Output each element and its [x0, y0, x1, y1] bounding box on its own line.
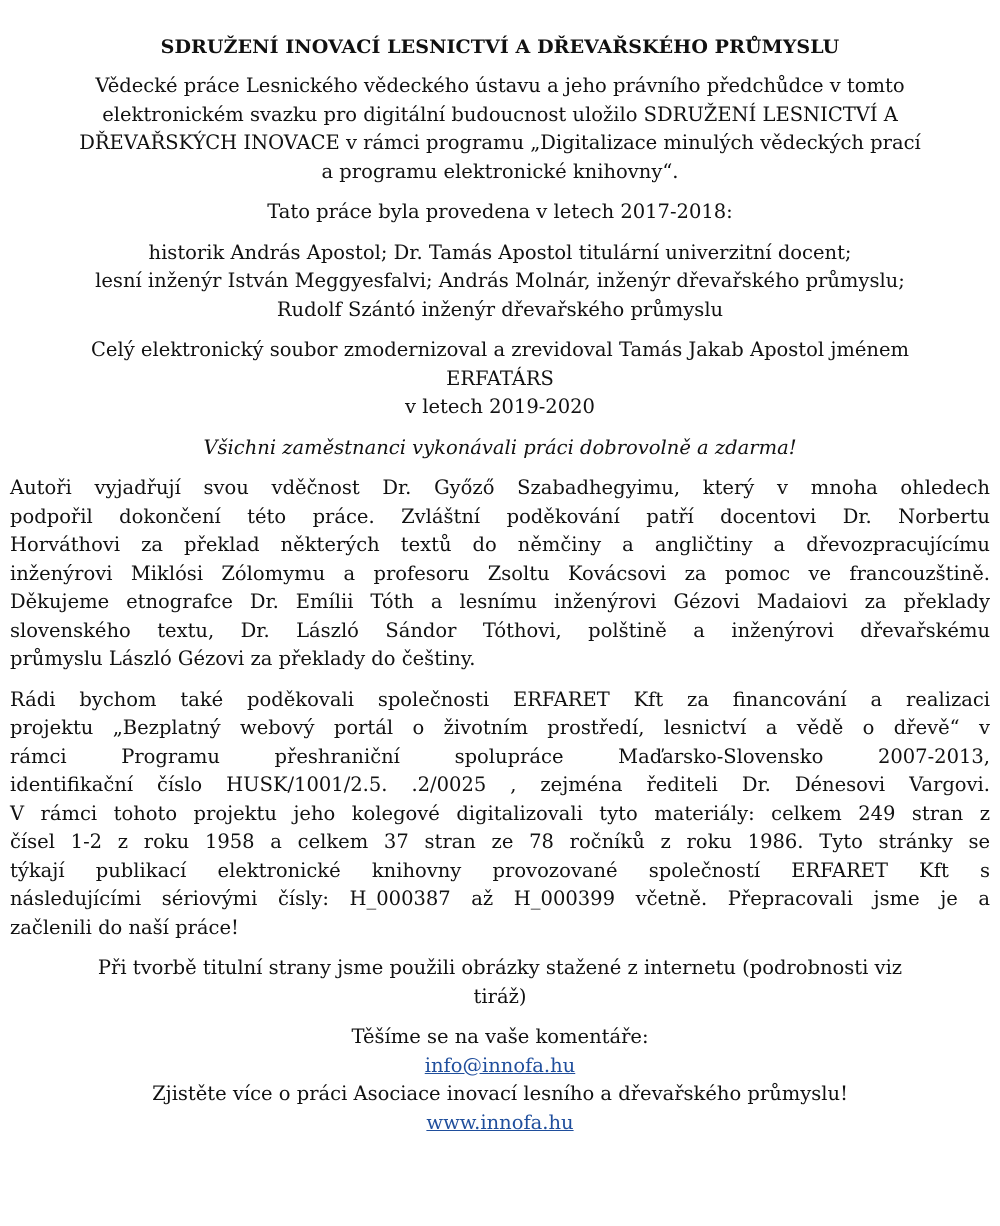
acknowledgement-line: slovenského textu, Dr. László Sándor Tóthovi, polštině a inženýrovi dřevařskému: [10, 618, 990, 642]
email-link[interactable]: info@innofa.hu: [424, 1053, 576, 1077]
intro-line: elektronickém svazku pro digitální budoucnost uložilo SDRUŽENÍ LESNICTVÍ A: [102, 102, 898, 126]
website-link[interactable]: www.innofa.hu: [426, 1110, 574, 1134]
contributors-line: Rudolf Szántó inženýr dřevařského průmyslu: [276, 297, 724, 321]
document-title: SDRUŽENÍ INOVACÍ LESNICTVÍ A DŘEVAŘSKÉHO PRŮMYSLU: [160, 36, 840, 58]
funding-paragraph: [10, 686, 990, 943]
cover-note-paragraph: [10, 954, 990, 1011]
acknowledgement-paragraph: [10, 474, 990, 674]
revision-line: v letech 2019-2020: [405, 395, 595, 418]
acknowledgement-line: Horváthovi za překlad některých textů do němčiny a angličtiny a dřevozpracujícímu: [10, 533, 990, 556]
revision-line: Celý elektronický soubor zmodernizoval a zrevidoval Tamás Jakab Apostol jménem: [91, 338, 909, 361]
more-info-label: Zjistěte více o práci Asociace inovací lesního a dřevařského průmyslu!: [152, 1082, 848, 1105]
period-line: Tato práce byla provedena v letech 2017-2018:: [267, 200, 733, 223]
funding-line: následujícími sériovými čísly: H_000387 až H_000399 včetně. Přepracovali jsme je a: [10, 887, 990, 910]
revision-paragraph: [10, 336, 990, 422]
comments-label: Těšíme se na vaše komentáře:: [351, 1025, 649, 1048]
funding-line: začlenili do naší práce!: [10, 915, 239, 939]
funding-line: čísel 1-2 z roku 1958 a celkem 37 stran ze 78 ročníků z roku 1986. Tyto stránky se: [10, 830, 990, 853]
volunteer-note: Všichni zaměstnanci vykonávali práci dobrovolně a zdarma!: [203, 435, 797, 459]
intro-line: Vědecké práce Lesnického vědeckého ústavu a jeho právního předchůdce v tomto: [95, 74, 905, 97]
intro-line: a programu elektronické knihovny“.: [321, 159, 679, 183]
contributors-line: lesní inženýr István Meggyesfalvi; András Molnár, inženýr dřevařského průmyslu;: [95, 269, 905, 292]
intro-paragraph: [10, 72, 990, 186]
revision-line: ERFATÁRS: [446, 366, 554, 390]
email-line: [10, 1052, 990, 1081]
website-line: [10, 1109, 990, 1138]
contact-block: [10, 1023, 990, 1137]
intro-line: DŘEVAŘSKÝCH INOVACE v rámci programu „Digitalizace minulých vědeckých prací: [79, 131, 921, 154]
funding-line: Rádi bychom také poděkovali společnosti ERFARET Kft za financování a realizaci: [10, 687, 990, 711]
acknowledgement-line: Autoři vyjadřují svou vděčnost Dr. Győző Szabadhegyimu, který v mnoha ohledech: [10, 476, 990, 499]
funding-line: identifikační číslo HUSK/1001/2.5. .2/0025 , zejména řediteli Dr. Dénesovi Vargovi.: [10, 773, 990, 796]
funding-line: týkají publikací elektronické knihovny provozované společností ERFARET Kft s: [10, 858, 990, 882]
contributors-paragraph: [10, 239, 990, 325]
funding-line: projektu „Bezplatný webový portál o životním prostředí, lesnictví a vědě o dřevě“ v: [10, 716, 990, 739]
acknowledgement-line: průmyslu László Gézovi za překlady do češtiny.: [10, 647, 476, 670]
funding-line: V rámci tohoto projektu jeho kolegové digitalizovali tyto materiály: celkem 249 stran z: [10, 801, 990, 825]
contributors-line: historik András Apostol; Dr. Tamás Apostol titulární univerzitní docent;: [148, 240, 852, 264]
acknowledgement-line: inženýrovi Miklósi Zólomymu a profesoru Zsoltu Kovácsovi za pomoc ve francouzštině.: [10, 561, 990, 585]
cover-note-line: tiráž): [473, 984, 527, 1008]
acknowledgement-line: Děkujeme etnografce Dr. Emílii Tóth a lesnímu inženýrovi Gézovi Madaiovi za překlady: [10, 590, 990, 613]
acknowledgement-line: podpořil dokončení této práce. Zvláštní poděkování patří docentovi Dr. Norbertu: [10, 504, 990, 528]
cover-note-line: Při tvorbě titulní strany jsme použili obrázky stažené z internetu (podrobnosti viz: [97, 956, 903, 979]
funding-line: rámci Programu přeshraniční spolupráce Maďarsko-Slovensko 2007-2013,: [10, 744, 990, 768]
